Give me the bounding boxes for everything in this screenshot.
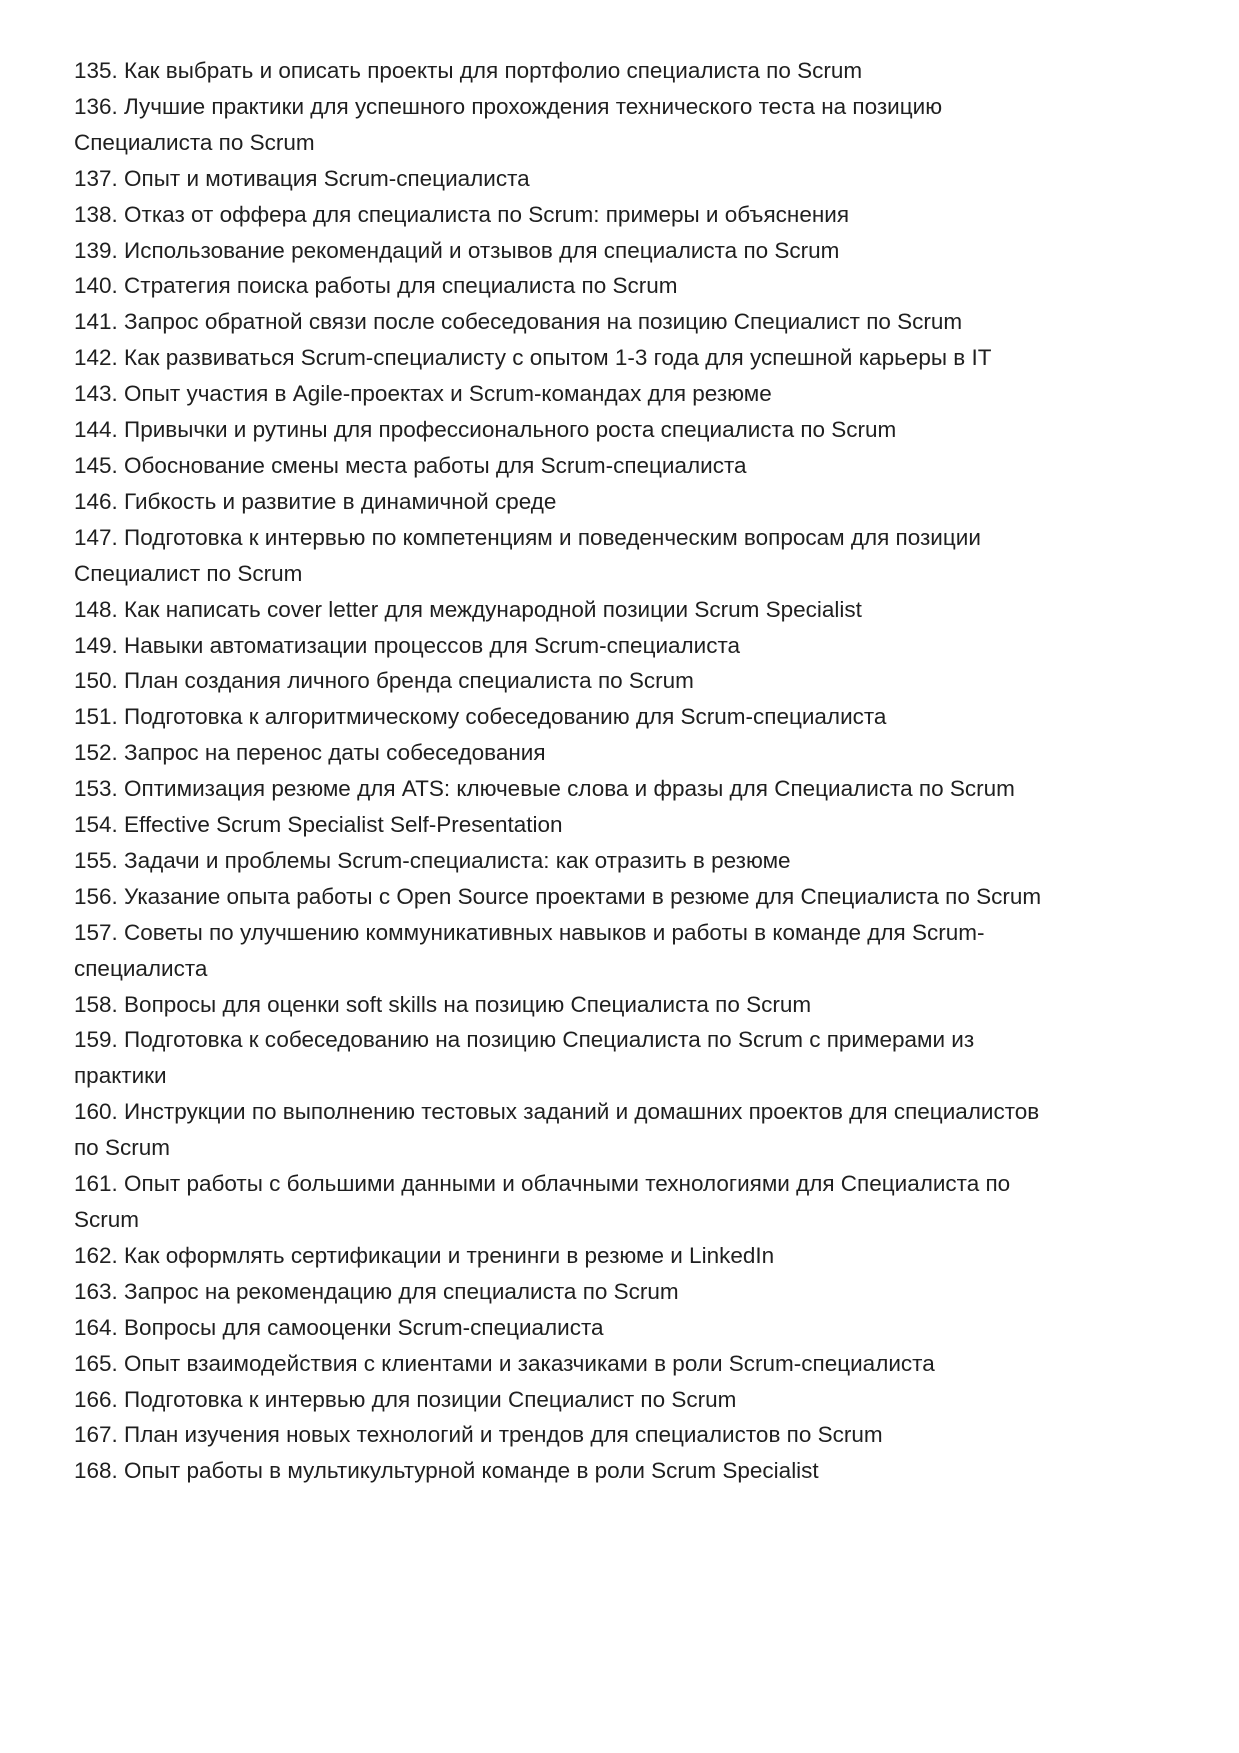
list-item: [74, 843, 1074, 879]
list-item-text: 159. Подготовка к собеседованию на позицию Специалиста по Scrum с примерами из: [74, 1027, 975, 1053]
list-item: [74, 197, 1074, 233]
list-item: [74, 771, 1074, 807]
list-item-text: 157. Советы по улучшению коммуникативных навыков и работы в команде для Scrum-: [74, 919, 985, 945]
list-item: [74, 1417, 1074, 1453]
list-item: [74, 1453, 1074, 1489]
list-item: [74, 1238, 1074, 1274]
list-item-text: 168. Опыт работы в мультикультурной команде в роли Scrum Specialist: [74, 1458, 819, 1484]
list-item: [74, 89, 1074, 161]
list-item-text: 144. Привычки и рутины для профессионального роста специалиста по Scrum: [74, 417, 897, 443]
list-item-text: 135. Как выбрать и описать проекты для портфолио специалиста по Scrum: [74, 58, 863, 83]
list-item-text: 167. План изучения новых технологий и трендов для специалистов по Scrum: [74, 1422, 883, 1448]
numbered-list: [74, 53, 1074, 1489]
list-item-text: 155. Задачи и проблемы Scrum-специалиста: как отразить в резюме: [74, 847, 791, 873]
list-item: [74, 233, 1074, 269]
list-item-text: 161. Опыт работы с большими данными и облачными технологиями для Специалиста по: [74, 1171, 1011, 1197]
list-item: [74, 1022, 1074, 1094]
list-item: [74, 1310, 1074, 1346]
list-item: [74, 663, 1074, 699]
list-item-text: 156. Указание опыта работы с Open Source проектами в резюме для Специалиста по Scrum: [74, 883, 1042, 909]
list-item-text: Специалиста по Scrum: [74, 129, 315, 155]
list-item-text: 166. Подготовка к интервью для позиции Специалист по Scrum: [74, 1386, 737, 1412]
list-item: [74, 1166, 1074, 1238]
list-item-text: практики: [74, 1063, 167, 1089]
list-item: [74, 1274, 1074, 1310]
list-item: [74, 915, 1074, 987]
list-item: [74, 1346, 1074, 1382]
list-item: [74, 879, 1074, 915]
list-item: [74, 1094, 1074, 1166]
list-item: [74, 987, 1074, 1023]
list-item-text: 152. Запрос на перенос даты собеседования: [74, 740, 546, 766]
list-item: [74, 268, 1074, 304]
list-item: [74, 699, 1074, 735]
list-item: [74, 484, 1074, 520]
list-item-text: специалиста: [74, 955, 208, 981]
list-item-text: 141. Запрос обратной связи после собеседования на позицию Специалист по Scrum: [74, 309, 963, 335]
list-item-text: 149. Навыки автоматизации процессов для Scrum-специалиста: [74, 632, 741, 658]
list-item-text: 147. Подготовка к интервью по компетенциям и поведенческим вопросам для позиции: [74, 524, 981, 550]
list-item-text: 145. Обоснование смены места работы для Scrum-специалиста: [74, 452, 747, 478]
list-item-text: 143. Опыт участия в Agile-проектах и Scrum-командах для резюме: [74, 381, 772, 407]
list-item: [74, 340, 1074, 376]
list-item-text: Специалист по Scrum: [74, 560, 303, 586]
list-item: [74, 628, 1074, 664]
list-item: [74, 520, 1074, 592]
list-item: [74, 412, 1074, 448]
list-item: [74, 53, 1074, 89]
list-item: [74, 304, 1074, 340]
list-item: [74, 161, 1074, 197]
list-item-text: 148. Как написать cover letter для международной позиции Scrum Specialist: [74, 596, 862, 622]
list-item-text: 146. Гибкость и развитие в динамичной среде: [74, 488, 557, 514]
list-item-text: 160. Инструкции по выполнению тестовых заданий и домашних проектов для специалистов: [74, 1099, 1040, 1125]
list-item: [74, 807, 1074, 843]
list-item-text: 136. Лучшие практики для успешного прохождения технического теста на позицию: [74, 93, 943, 119]
list-item-text: 153. Оптимизация резюме для ATS: ключевые слова и фразы для Специалиста по Scrum: [74, 776, 1015, 802]
list-item-text: 163. Запрос на рекомендацию для специалиста по Scrum: [74, 1278, 679, 1304]
list-item-text: Scrum: [74, 1207, 140, 1232]
list-item-text: 154. Effective Scrum Specialist Self-Presentation: [74, 812, 563, 838]
list-item-text: по Scrum: [74, 1135, 170, 1161]
list-item: [74, 376, 1074, 412]
list-item-text: 165. Опыт взаимодействия с клиентами и заказчиками в роли Scrum-специалиста: [74, 1350, 935, 1376]
list-item-text: 138. Отказ от оффера для специалиста по Scrum: примеры и объяснения: [74, 201, 850, 227]
list-item: [74, 735, 1074, 771]
list-item-text: 150. План создания личного бренда специалиста по Scrum: [74, 668, 694, 694]
list-item-text: 137. Опыт и мотивация Scrum-специалиста: [74, 165, 530, 191]
list-item: [74, 448, 1074, 484]
list-item-text: 158. Вопросы для оценки soft skills на позицию Специалиста по Scrum: [74, 991, 812, 1017]
list-item-text: 162. Как оформлять сертификации и тренинги в резюме и LinkedIn: [74, 1242, 775, 1268]
list-item: [74, 1382, 1074, 1418]
list-item-text: 164. Вопросы для самооценки Scrum-специалиста: [74, 1314, 604, 1340]
list-item-text: 140. Стратегия поиска работы для специалиста по Scrum: [74, 273, 678, 299]
list-item: [74, 592, 1074, 628]
list-item-text: 142. Как развиваться Scrum-специалисту с опытом 1-3 года для успешной карьеры в IT: [74, 345, 992, 371]
list-item-text: 151. Подготовка к алгоритмическому собеседованию для Scrum-специалиста: [74, 704, 887, 730]
list-item-text: 139. Использование рекомендаций и отзывов для специалиста по Scrum: [74, 237, 840, 263]
